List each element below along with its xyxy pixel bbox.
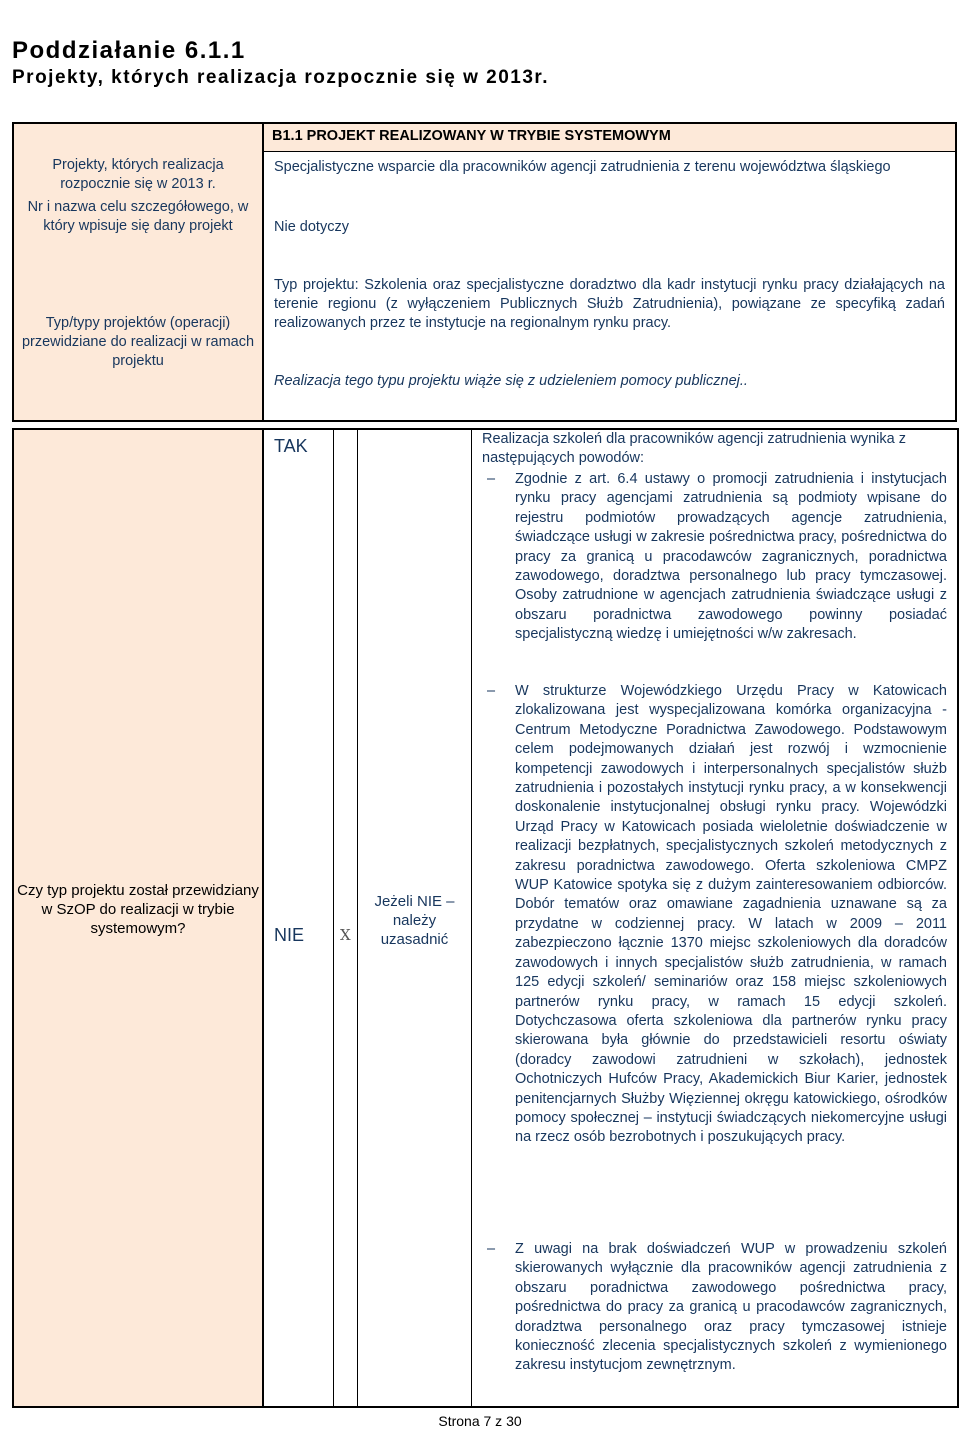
justification-cell [472,430,957,1406]
list-item [482,1240,947,1376]
list-item-text: Zgodnie z art. 6.4 ustawy o promocji zatrudnienia i instytucjach rynku pracy agencjami zatrudnienia są podmioty wpisane do rejestru podmiotów prowadzących agencje zatrudnienia, świadczące usługi w zakresie pośrednictwa pracy, pośrednictwa do pracy za granicą u pracodawców zagranicznych, poradnictwa zawodowego, doradztwa personalnego lub pracy tymczasowej. Osoby zatrudnione w agencjach zatrudnienia świadczące usługi z obszaru poradnictwa zawodowego powinny posiadać specjalistyczną wiedzę i umiejętności w/w zakresach. [515,471,947,643]
page-number: Strona 7 z 30 [438,1413,522,1429]
label-goal: Nr i nazwa celu szczegółowego, w który wpisuje się dany projekt [27,199,249,234]
list-item-text: W strukturze Wojewódzkiego Urzędu Pracy w Katowicach zlokalizowana jest wyspecjalizowana komórka organizacyjna - Centrum Metodyczne Poradnictwa Zawodowego. Podstawowym celem podejmowanych działań jest rozwój i wzmocnienie kompetencji zawodowych i interpersonalnych specjalistów służb zatrudnienia i pozostałych instytucji rynku pracy, a w konsekwencji doskonalenie instytucjonalnej obsługi rynku pracy. Wojewódzki Urząd Pracy w Katowicach posiada wieloletnie doświadczenie w realizacji bezpłatnych, specjalistycznych szkoleń metodycznych z zakresu poradnictwa zawodowego. Oferta szkoleniowa CMPZ WUP Katowice spotyka się z dużym zainteresowaniem odbiorców. Dobór tematów oraz omawiane zagadnienia uznawane są za przydatne w codziennej pracy. W latach w 2009 – 2011 zabezpieczono łącznie 1370 miejsc szkoleniowych dla doradców zawodowych i innych specjalistów służb zatrudnienia, w ramach 125 edycji szkoleń/ seminariów oraz 158 miejsc szkoleniowych partnerów rynku pracy, w ramach 15 edycji szkoleń. Dotychczasowa oferta szkoleniowa dla partnerów rynku pracy skierowana była głównie do przedstawicieli resortu oświaty (doradcy zawodowi zatrudnieni w szkołach), jednostek Ochotniczych Hufców Pracy, Akademickich Biur Karier, jednostek penitencjarnych Służby Więziennej okręgu katowickiego, ośrodków pomocy społecznej – instytucji świadczących niekomercyjne usługi na rzecz osób bezrobotnych i poszukujących pracy. [515,683,947,1146]
project-type-value: Typ projektu: Szkolenia oraz specjalistyczne doradztwo dla kadr instytucji rynku pracy działających na terenie regionu (z wyłączeniem Publicznych Służb Zatrudnienia), powiązane ze specyfiką zadań realizowanych przez te instytucje na regionalnym rynku pracy. [274,277,945,331]
page-title: Poddziałanie 6.1.1 [12,37,246,64]
if-no-cell [358,430,472,1406]
project-name: Specjalistyczne wsparcie dla pracowników agencji zatrudnienia z terenu województwa śląskiego [274,159,891,175]
justification-intro: Realizacja szkoleń dla pracowników agencji zatrudnienia wynika z następujących powodów: [482,431,906,467]
question-cell [14,430,264,1406]
page-subtitle: Projekty, których realizacja rozpocznie się w 2013r. [12,67,550,88]
label-project-type: Typ/typy projektów (operacji) przewidziane do realizacji w ramach projektu [21,315,255,369]
project-info-table [12,122,957,422]
list-item-text: Z uwagi na brak doświadczeń WUP w prowadzeniu szkoleń skierowanych wyłącznie dla pracowników agencji zatrudnienia z obszaru poradnictwa zawodowego pośrednictwa pracy, pośrednictwa do pracy za granicą u pracodawców zagranicznych, doradztwa personalnego oraz pracy tymczasowej istnieje konieczność zlecenia specjalistycznych szkoleń z wymienionego zakresu instytucjom zewnętrznym. [515,1241,947,1374]
list-item [482,682,947,1148]
bullet-dash: – [487,683,496,699]
if-no-text: Jeżeli NIE – należy uzasadnić [374,893,455,948]
systemic-mode-table [12,428,959,1408]
bullet-dash: – [487,1241,496,1257]
mark-column [334,430,358,1406]
page-heading [12,36,549,90]
label-start-year: Projekty, których realizacja rozpocznie się w 2013 r. [52,157,224,192]
list-item [482,470,947,645]
project-header: B1.1 PROJEKT REALIZOWANY W TRYBIE SYSTEMOWYM [264,124,955,152]
option-nie: NIE [274,925,305,945]
public-aid-note: Realizacja tego typu projektu wiąże się z udzieleniem pomocy publicznej.. [274,373,748,389]
bullet-dash: – [487,471,496,487]
goal-value: Nie dotyczy [274,219,349,235]
label-column [14,124,264,420]
option-tak: TAK [274,436,308,456]
selection-mark: X [340,926,351,944]
yes-no-column [264,430,334,1406]
question-text: Czy typ projektu został przewidziany w SzOP do realizacji w trybie systemowym? [17,882,259,937]
